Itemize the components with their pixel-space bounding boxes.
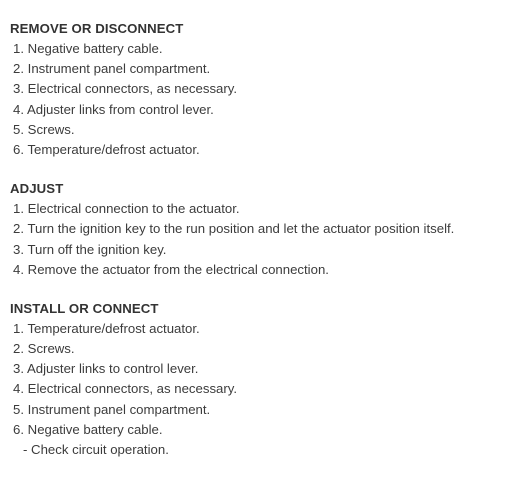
step-text: Electrical connection to the actuator.: [27, 201, 240, 217]
step-text: Temperature/defrost actuator.: [27, 141, 200, 157]
step-list: [10, 39, 505, 160]
step-item: [10, 199, 505, 219]
section-title: REMOVE OR DISCONNECT: [10, 21, 184, 36]
check-note: - Check circuit operation.: [23, 442, 169, 457]
step-text: Turn the ignition key to the run position and let the actuator position itself.: [27, 221, 455, 237]
step-item: [10, 140, 505, 160]
step-item: [10, 420, 505, 440]
step-text: Negative battery cable.: [27, 41, 163, 56]
step-number: 3.: [13, 241, 24, 257]
step-item: [10, 100, 505, 120]
step-item: [10, 319, 505, 339]
step-text: Instrument panel compartment.: [27, 401, 211, 417]
step-item: [10, 39, 505, 59]
step-list: [10, 199, 505, 280]
section-title: INSTALL OR CONNECT: [10, 300, 159, 316]
step-number: 1.: [13, 320, 24, 336]
step-number: 4.: [13, 101, 24, 117]
step-number: 1.: [13, 41, 24, 56]
section-title: ADJUST: [10, 181, 64, 197]
step-item: [10, 240, 505, 260]
step-item: [10, 79, 505, 99]
step-number: 1.: [13, 201, 24, 217]
step-number: 2.: [13, 61, 24, 77]
step-item: [10, 339, 505, 359]
step-number: 5.: [13, 121, 24, 137]
step-text: Adjuster links from control lever.: [26, 101, 214, 117]
step-number: 6.: [13, 421, 24, 437]
step-text: Turn off the ignition key.: [27, 241, 167, 257]
step-number: 4.: [13, 261, 24, 277]
step-number: 3.: [13, 361, 24, 377]
step-text: Negative battery cable.: [27, 421, 163, 437]
section-remove-or-disconnect: [10, 19, 505, 160]
step-text: Adjuster links to control lever.: [26, 361, 199, 377]
step-number: 3.: [13, 81, 24, 97]
step-item: [10, 260, 505, 280]
step-text: Screws.: [27, 121, 75, 137]
step-item: [10, 379, 505, 399]
step-item: [10, 59, 505, 79]
step-number: 2.: [13, 221, 24, 237]
step-text: Electrical connectors, as necessary.: [27, 381, 238, 397]
step-text: Electrical connectors, as necessary.: [27, 81, 238, 97]
step-item: [10, 120, 505, 140]
step-number: 6.: [13, 141, 24, 157]
step-item: [10, 400, 505, 420]
step-item: [10, 359, 505, 379]
step-text: Screws.: [27, 341, 75, 357]
step-list: [10, 319, 505, 440]
step-text: Remove the actuator from the electrical connection.: [27, 261, 329, 277]
procedure-document: [10, 19, 505, 479]
section-adjust: [10, 179, 505, 280]
step-item: [10, 219, 505, 239]
step-text: Temperature/defrost actuator.: [27, 320, 200, 336]
step-number: 4.: [13, 381, 24, 397]
step-number: 2.: [13, 341, 24, 357]
step-number: 5.: [13, 401, 24, 417]
section-install-or-connect: [10, 299, 505, 460]
step-text: Instrument panel compartment.: [27, 61, 211, 77]
